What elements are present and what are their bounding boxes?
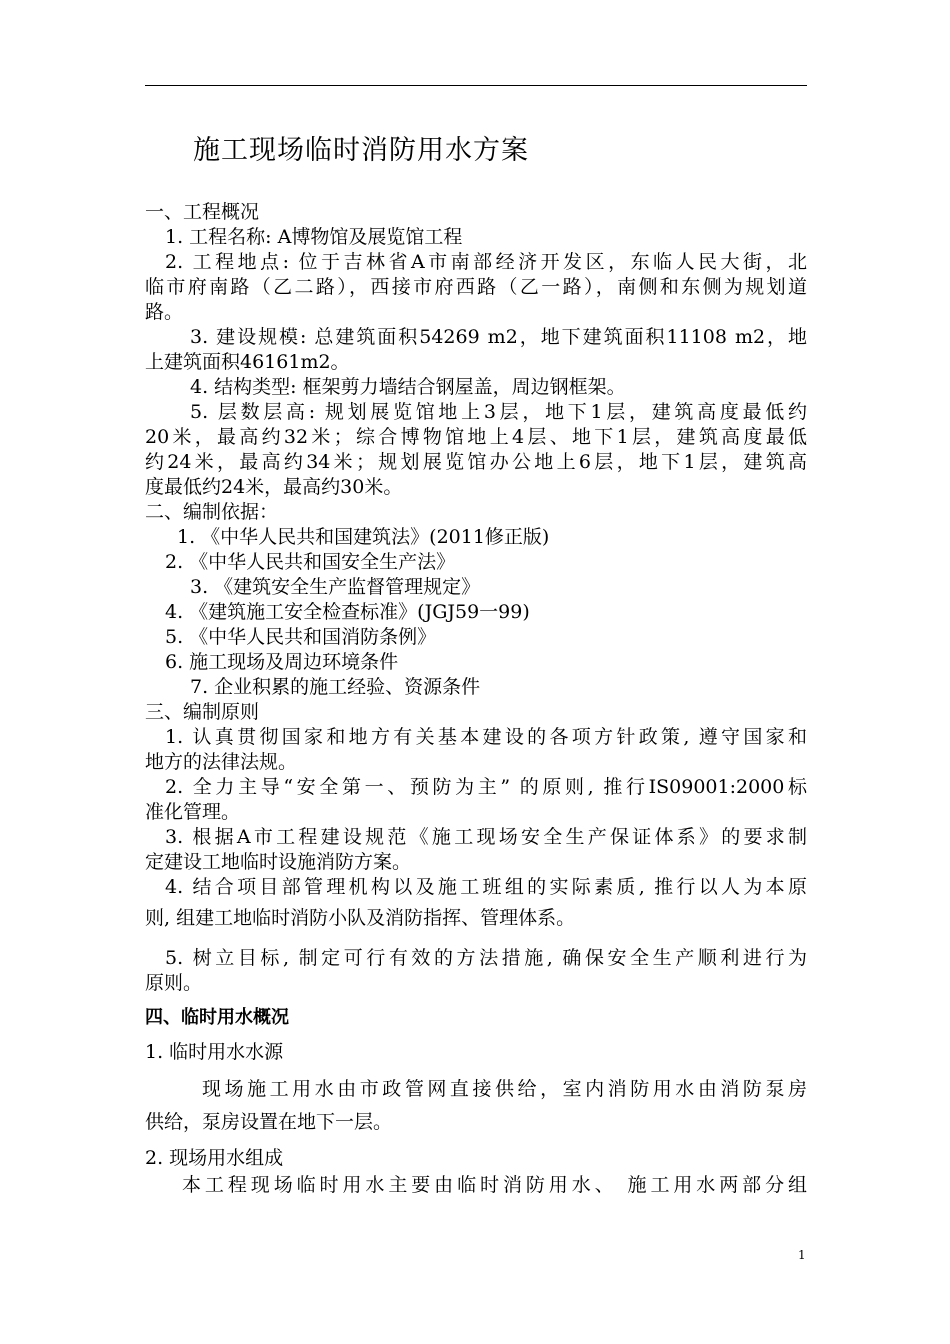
text-line: 临市府南路（乙二路），西接市府西路（乙一路），南侧和东侧为规划道 bbox=[145, 276, 807, 298]
section-heading-4: 四、临时用水概况 bbox=[145, 1007, 289, 1028]
section-heading-1: 一、工程概况 bbox=[145, 201, 260, 223]
text-line: 1. 认真贯彻国家和地方有关基本建设的各项方针政策, 遵守国家和 bbox=[165, 726, 807, 748]
subsection-heading: 2. 现场用水组成 bbox=[145, 1147, 284, 1169]
text-line: 供给，泵房设置在地下一层。 bbox=[145, 1111, 393, 1133]
list-item: 1. 《中华人民共和国建筑法》(2011修正版) bbox=[177, 526, 550, 548]
list-item: 4. 《建筑施工安全检查标准》(JGJ59一99) bbox=[165, 601, 530, 623]
section-heading-2: 二、编制依据： bbox=[145, 501, 279, 523]
text-line: 1. 工程名称: A博物馆及展览馆工程 bbox=[165, 226, 463, 248]
text-line: 约24米，最高约34米；规划展览馆办公地上6层，地下1层，建筑高 bbox=[145, 451, 807, 473]
text-line: 度最低约24米，最高约30米。 bbox=[145, 476, 403, 498]
text-line: 5. 层数层高: 规划展览馆地上3层，地下1层，建筑高度最低约 bbox=[190, 401, 807, 423]
text-line: 现场施工用水由市政管网直接供给，室内消防用水由消防泵房 bbox=[202, 1078, 807, 1100]
text-line: 2. 工程地点: 位于吉林省A市南部经济开发区，东临人民大街，北 bbox=[165, 251, 807, 273]
text-line: 准化管理。 bbox=[145, 801, 241, 823]
subsection-heading: 1. 临时用水水源 bbox=[145, 1041, 284, 1063]
text-line: 3. 根据A市工程建设规范《施工现场安全生产保证体系》的要求制 bbox=[165, 826, 807, 848]
document-title: 施工现场临时消防用水方案 bbox=[193, 135, 529, 166]
page-number: 1 bbox=[798, 1248, 806, 1262]
text-line: 4. 结构类型: 框架剪力墙结合钢屋盖，周边钢框架。 bbox=[190, 376, 626, 398]
list-item: 2. 《中华人民共和国安全生产法》 bbox=[165, 551, 456, 573]
text-line: 5. 树立目标, 制定可行有效的方法措施, 确保安全生产顺利进行为 bbox=[165, 947, 807, 969]
text-line: 2. 全力主导“安全第一、预防为主” 的原则, 推行IS09001:2000标 bbox=[165, 776, 807, 798]
header-rule bbox=[145, 85, 807, 86]
list-item: 3. 《建筑安全生产监督管理规定》 bbox=[190, 576, 481, 598]
text-line: 本工程现场临时用水主要由临时消防用水、 施工用水两部分组 bbox=[182, 1174, 807, 1196]
text-line: 定建设工地临时设施消防方案。 bbox=[145, 851, 412, 873]
list-item: 5. 《中华人民共和国消防条例》 bbox=[165, 626, 437, 648]
list-item: 6. 施工现场及周边环境条件 bbox=[165, 651, 399, 673]
text-line: 路。 bbox=[145, 301, 184, 323]
text-line: 4. 结合项目部管理机构以及施工班组的实际素质, 推行以人为本原 bbox=[165, 876, 807, 898]
text-line: 上建筑面积46161m2。 bbox=[145, 351, 350, 373]
list-item: 7. 企业积累的施工经验、资源条件 bbox=[190, 676, 481, 698]
text-line: 地方的法律法规。 bbox=[145, 751, 298, 773]
text-line: 20米，最高约32米；综合博物馆地上4层、地下1层，建筑高度最低 bbox=[145, 426, 807, 448]
text-line: 则, 组建工地临时消防小队及消防指挥、管理体系。 bbox=[145, 907, 576, 929]
section-heading-3: 三、编制原则 bbox=[145, 701, 260, 723]
text-line: 3. 建设规模: 总建筑面积54269 m2，地下建筑面积11108 m2，地 bbox=[190, 326, 807, 348]
text-line: 原则。 bbox=[145, 972, 203, 994]
